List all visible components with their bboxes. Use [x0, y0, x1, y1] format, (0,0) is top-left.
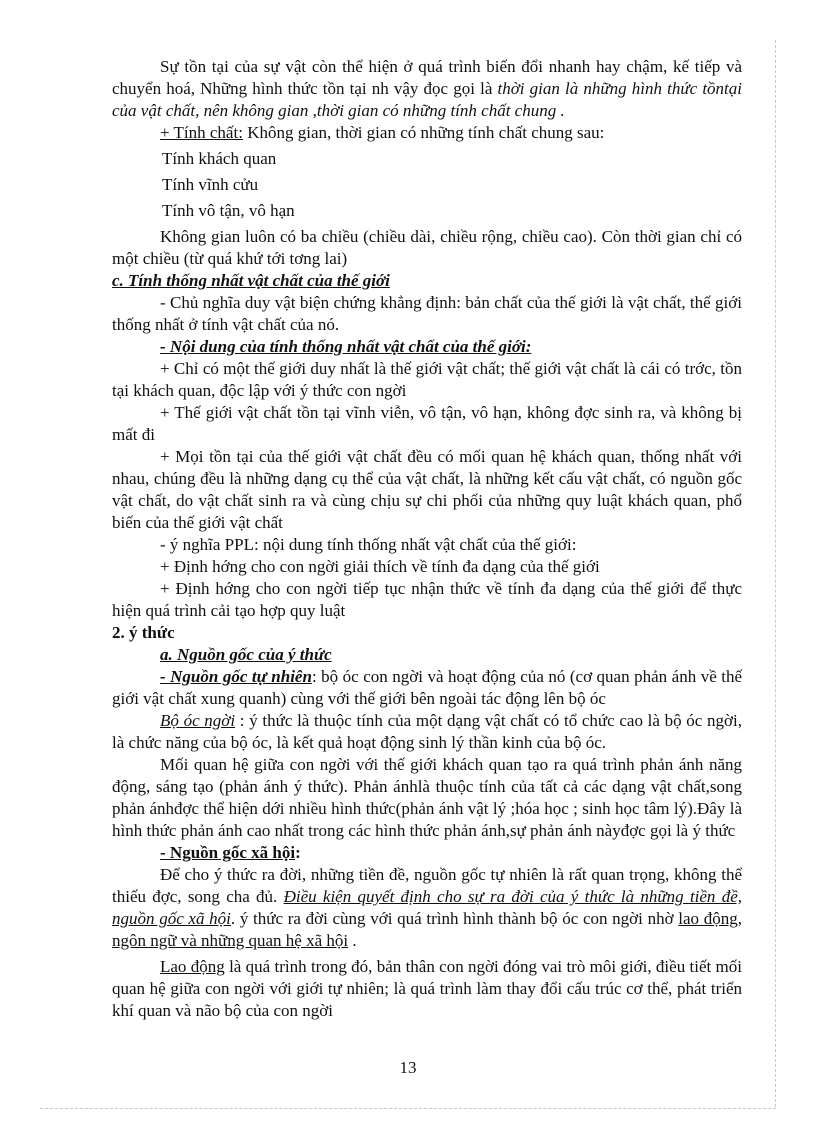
- labor-label: Lao động: [160, 957, 225, 976]
- paragraph-text: : bộ óc con ngời và hoạt động của nó (cơ quan phản ánh về thế giới vật chất xung quanh) cùng với thế giới bên ngoài tác động lên bộ óc: [112, 667, 743, 708]
- paragraph-relationship: Mối quan hệ giữa con ngời với thế giới khách quan tạo ra quá trình phản ánh năng động, sáng tạo (phản ánh ý thức). Phản ánhlà thuộc tính của tất cả các dạng vật chất,song phản ánhđợc thể hiện dới nhiều hình thức(phản ánh vật lý ;hóa học ; sinh học tâm lý).Đây là hình thức phản ánh cao nhất trong các hình thức phản ánh,sự phản ánh nàyđợc gọi là ý thức: [112, 755, 742, 840]
- paragraph-text: là quá trình trong đó, bản thân con ngời đóng vai trò môi giới, điều tiết mối quan hệ giữa con ngời với giới tự nhiên; là quá trình làm thay đổi cấu trúc cơ thể, phát triển khí quan và não bộ của con ngời: [112, 957, 742, 1020]
- subsection-heading-a: a. Nguồn gốc của ý thức: [160, 645, 332, 664]
- paragraph-meaning: - ý nghĩa PPL: nội dung tính thống nhất vật chất của thế giới:: [160, 535, 577, 554]
- paragraph-time: [112, 56, 742, 122]
- paragraph-conditions: [112, 864, 742, 952]
- paragraph-text: .: [348, 931, 357, 950]
- document-body: [112, 56, 742, 1022]
- page-border-bottom: [40, 1108, 776, 1109]
- paragraph-orientation-1: + Định hớng cho con ngời giải thích về tính đa dạng của thế giới: [160, 557, 600, 576]
- list-item: Tính khách quan: [162, 149, 277, 168]
- subheading-content: - Nội dung của tính thống nhất vật chất của thế giới:: [160, 337, 532, 356]
- paragraph-dialectical: - Chủ nghĩa duy vật biện chứng khẳng định: bản chất của thế giới là vật chất, thế giới thống nhất ở tính vật chất của nó.: [112, 293, 742, 334]
- section-heading-c: c. Tính thống nhất vật chất của thế giới: [112, 271, 390, 290]
- paragraph-brain: [112, 710, 742, 754]
- colon: :: [295, 843, 301, 862]
- brain-label: Bộ óc ngời: [160, 711, 236, 730]
- section-heading-2: 2. ý thức: [112, 623, 175, 642]
- paragraph-orientation-2: + Định hớng cho con ngời tiếp tục nhận thức về tính đa dạng của thế giới để thực hiện quá trình cải tạo hợp quy luật: [112, 579, 742, 620]
- paragraph-text: Để cho ý thức ra đời, những tiền đề, nguồn gốc tự nhiên là rất quan trọng, không thể thiếu đợc, song cha đủ.: [112, 865, 742, 906]
- paragraph-dimensions: Không gian luôn có ba chiều (chiều dài, chiều rộng, chiều cao). Còn thời gian chỉ có một chiều (từ quá khứ tới tơng lai): [112, 227, 742, 268]
- italic-condition: Điều kiện quyết định cho sự ra đời của ý thức là những tiền đề, nguồn gốc xã hội: [112, 887, 742, 928]
- underlined-factors: lao động, ngôn ngữ và những quan hệ xã hội: [112, 909, 742, 950]
- paragraph-natural-origin: [112, 666, 742, 710]
- paragraph-properties: [112, 122, 742, 144]
- paragraph-point-1: + Chỉ có một thế giới duy nhất là thế giới vật chất; thế giới vật chất là cái có trớc, tồn tại khách quan, độc lập với ý thức con ngời: [112, 359, 742, 400]
- social-origin-label: - Nguồn gốc xã hội: [160, 843, 296, 862]
- paragraph-text: : ý thức là thuộc tính của một dạng vật chất có tổ chức cao là bộ óc ngời, là chức năng của bộ óc, là kết quả hoạt động sinh lý thần kinh của bộ óc.: [112, 711, 742, 752]
- paragraph-labor: [112, 956, 742, 1022]
- paragraph-point-3: + Mọi tồn tại của thế giới vật chất đều có mối quan hệ khách quan, thống nhất với nhau, chúng đều là những dạng cụ thể của vật chất, là những kết cấu vật chất, có nguồn gốc vật chất, do vật chất sinh ra và cùng chịu sự chi phối của những quy luật khách quan, phổ biến của thế giới vật chất: [112, 447, 742, 532]
- list-item: Tính vô tận, vô hạn: [162, 201, 295, 220]
- paragraph-text: . ý thức ra đời cùng với quá trình hình thành bộ óc con ngời nhờ: [230, 909, 679, 928]
- paragraph-text: Sự tồn tại của sự vật còn thể hiện ở quá trình biến đổi nhanh hay chậm, kế tiếp và chuyển hoá, Những hình thức tồn tại nh vậy đọc gọi là: [112, 57, 742, 98]
- paragraph-social-origin: [112, 842, 742, 864]
- italic-definition: thời gian là những hình thức tồntại của vật chất, nên không gian ,thời gian có những tính chất chung .: [112, 79, 742, 120]
- paragraph-text: Không gian, thời gian có những tính chất chung sau:: [242, 123, 605, 142]
- natural-origin-label: - Nguồn gốc tự nhiên: [160, 667, 312, 686]
- list-item: Tính vĩnh cửu: [162, 175, 259, 194]
- page-number: 13: [399, 1058, 417, 1077]
- page-border-right: [775, 40, 776, 1107]
- properties-label: + Tính chất:: [160, 123, 243, 142]
- paragraph-point-2: + Thế giới vật chất tồn tại vĩnh viễn, vô tận, vô hạn, không đợc sinh ra, và không bị mất đi: [112, 403, 742, 444]
